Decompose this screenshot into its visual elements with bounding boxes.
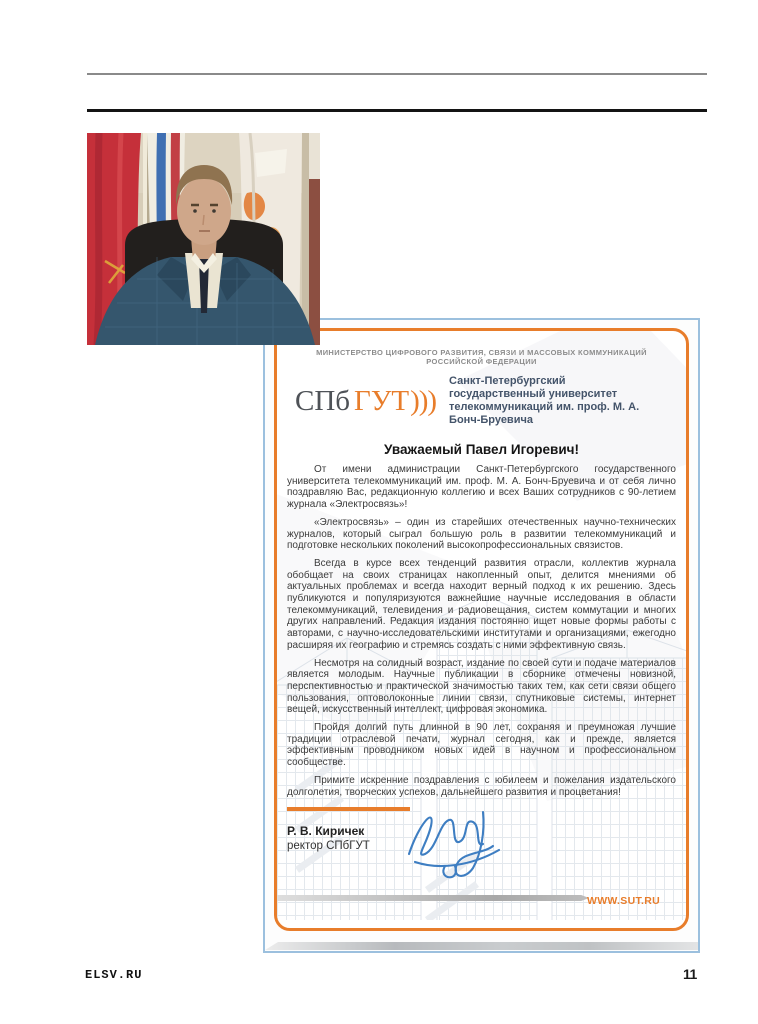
logo-spb: СПб [295, 385, 351, 417]
rector-photo [87, 133, 320, 345]
salutation: Уважаемый Павел Игоревич! [384, 442, 579, 457]
letter-card [263, 318, 700, 953]
signature-block [287, 824, 686, 884]
header-rule-thin [87, 73, 707, 75]
paragraph: Примите искренние поздравления с юбилеем и пожелания издательского долголетия, творческих успехов, дальнейшего развития и процветания! [287, 774, 676, 798]
head [177, 177, 231, 245]
signatory-title: ректор СПбГУТ [287, 839, 370, 852]
paragraph: От имени администрации Санкт-Петербургского государственного университета телекоммуникаций им. проф. М. А. Бонч-Бруевича и от себя лично поздравляю Вас, редакционную коллегию и всех Ваших сотрудников с 90-летием журнала «Электросвязь»! [287, 464, 676, 511]
signature-rule [287, 807, 410, 811]
ministry-line: МИНИСТЕРСТВО ЦИФРОВОГО РАЗВИТИЯ, СВЯЗИ И МАССОВЫХ КОММУНИКАЦИЙ РОССИЙСКОЙ ФЕДЕРАЦИИ [316, 348, 647, 366]
signatory-name: Р. В. Киричек [287, 823, 365, 838]
website-url: WWW.SUT.RU [587, 895, 660, 907]
page-number: 11 [683, 966, 697, 982]
university-logo [295, 386, 436, 416]
footer-gradient-bar [277, 895, 589, 901]
paragraph: Несмотря на солидный возраст, издание по своей сути и подаче материалов является молодым. Научные публикации в сборнике отмечены новизной, перспективностью и практической значимостью таких тем, как сети связи общего пользования, оптоволоконные линии связи, спутниковые системы, интернет вещей, искусственный интеллект, цифровая экономика. [287, 657, 676, 716]
letter-body [287, 464, 676, 798]
logo-gut: ГУТ [354, 385, 410, 417]
footer-site: ELSV.RU [85, 968, 143, 982]
university-name: Санкт-Петербургский государственный университет телекоммуникаций им. проф. М. А. Бонч-Бруевича [449, 375, 640, 426]
paragraph: Всегда в курсе всех тенденций развития отрасли, коллектив журнала обобщает на своих страницах накопленный опыт, делится мнениями об актуальных проблемах и всегда находит верный подход к их решению. Здесь публикуются и популяризуются важнейшие научные исследования в области телекоммуникаций, телевидения и радиовещания, систем коммутации и многих других направлений. Редакция издания постоянно ищет новые формы работы с авторами, с научно-исследовательскими институтами и организациями, ежегодно расширяя их географию и стремясь создать с ними эффективную связь. [287, 557, 676, 651]
paragraph: «Электросвязь» – один из старейших отечественных научно-технических журналов, который сыграл большую роль в развитии телекоммуникаций и подготовке нескольких поколений высокопрофессиональных связистов. [287, 516, 676, 552]
signal-waves-icon: ))) [410, 385, 437, 417]
signature-scribble [399, 802, 514, 884]
rector-photo-illustration [87, 133, 320, 345]
university-header [295, 375, 672, 427]
header-rule-thick [87, 109, 707, 112]
paragraph: Пройдя долгий путь длинной в 90 лет, сохраняя и преумножая лучшие традиции отраслевой печати, журнал сегодня, как и прежде, является эффективным проводником новых идей в научном и профессиональном сообществе. [287, 722, 676, 769]
scan-shadow-strip [265, 942, 698, 950]
letter-orange-frame [274, 328, 689, 931]
